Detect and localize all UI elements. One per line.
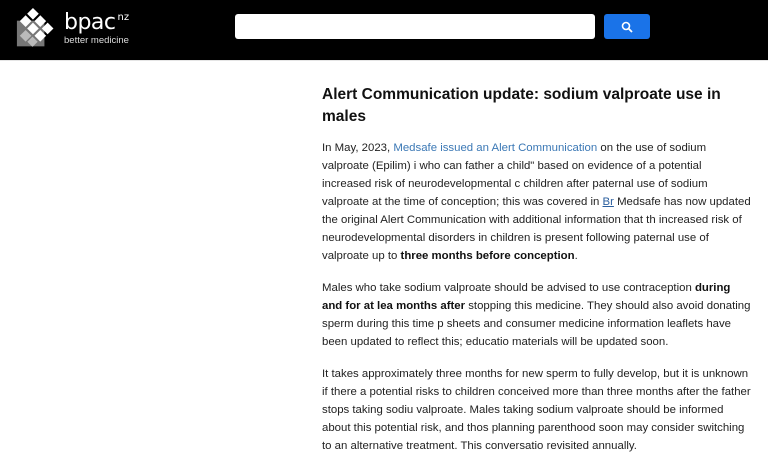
text: Males who take sodium valproate should be advised to use contraception <box>322 282 695 294</box>
text: sheets and consumer medicine information leaflets have been updated to reflect this; educatio <box>322 318 732 348</box>
logo-tagline: better medicine <box>64 34 129 46</box>
article-title: Alert Communication update: sodium valproate use in males <box>322 86 721 125</box>
paragraph-2 <box>322 279 752 351</box>
logo-top <box>64 11 129 35</box>
logo-wordmark: bpac <box>64 9 116 35</box>
bold-text: months after <box>396 300 466 312</box>
text: In May, 2023, <box>322 142 394 154</box>
logo-words <box>64 11 129 46</box>
text: children after paternal use of sodium valproate at the time of conception; this was covered in <box>322 178 708 208</box>
text: Medsafe has now updated the original Alert Communication with additional information that th <box>322 196 751 226</box>
text: . <box>574 250 578 262</box>
text: who can father a child" based on evidence of a potential increased risk of neurodevelopmental c <box>322 160 702 190</box>
text: increased risk of neurodevelopmental disorders in children is present following paternal use of <box>322 214 742 244</box>
bpac-logo[interactable] <box>16 4 129 52</box>
text: on the use of sodium valproate (Epilim) i <box>322 142 707 172</box>
paragraph-1 <box>322 139 752 265</box>
logo-superscript: nz <box>117 11 130 23</box>
text: stopping this medicine. They should also avoid donating sperm during this time p <box>322 300 751 330</box>
logo-diamonds-icon <box>16 6 60 50</box>
text: materials will be updated soon. <box>511 336 669 348</box>
text: potential risks to children conceived more than three months after the father stops taking sodiu <box>322 386 751 416</box>
header-divider <box>0 60 768 61</box>
bold-text: during and for at lea <box>322 282 731 312</box>
search-input[interactable] <box>235 14 595 39</box>
search-icon <box>621 21 633 33</box>
bold-text: three months before conception <box>400 250 575 262</box>
search-button[interactable] <box>604 14 650 39</box>
paragraph-3 <box>322 365 752 455</box>
text: planning parenthood soon may consider switching to an alternative treatment. This conversatio <box>322 422 745 452</box>
bulletin-link[interactable]: Br <box>602 196 614 208</box>
text: revisited annually. <box>546 440 637 452</box>
text: valproate up to <box>322 250 401 262</box>
medsafe-alert-link[interactable]: Medsafe issued an Alert Communication <box>393 142 598 154</box>
text: It takes approximately three months for new sperm to fully develop, but it is unknown if there a <box>322 368 749 398</box>
site-header <box>0 0 768 60</box>
text: valproate. Males taking sodium valproate should be informed about this potential risk, and thos <box>322 404 724 434</box>
article <box>322 84 752 455</box>
